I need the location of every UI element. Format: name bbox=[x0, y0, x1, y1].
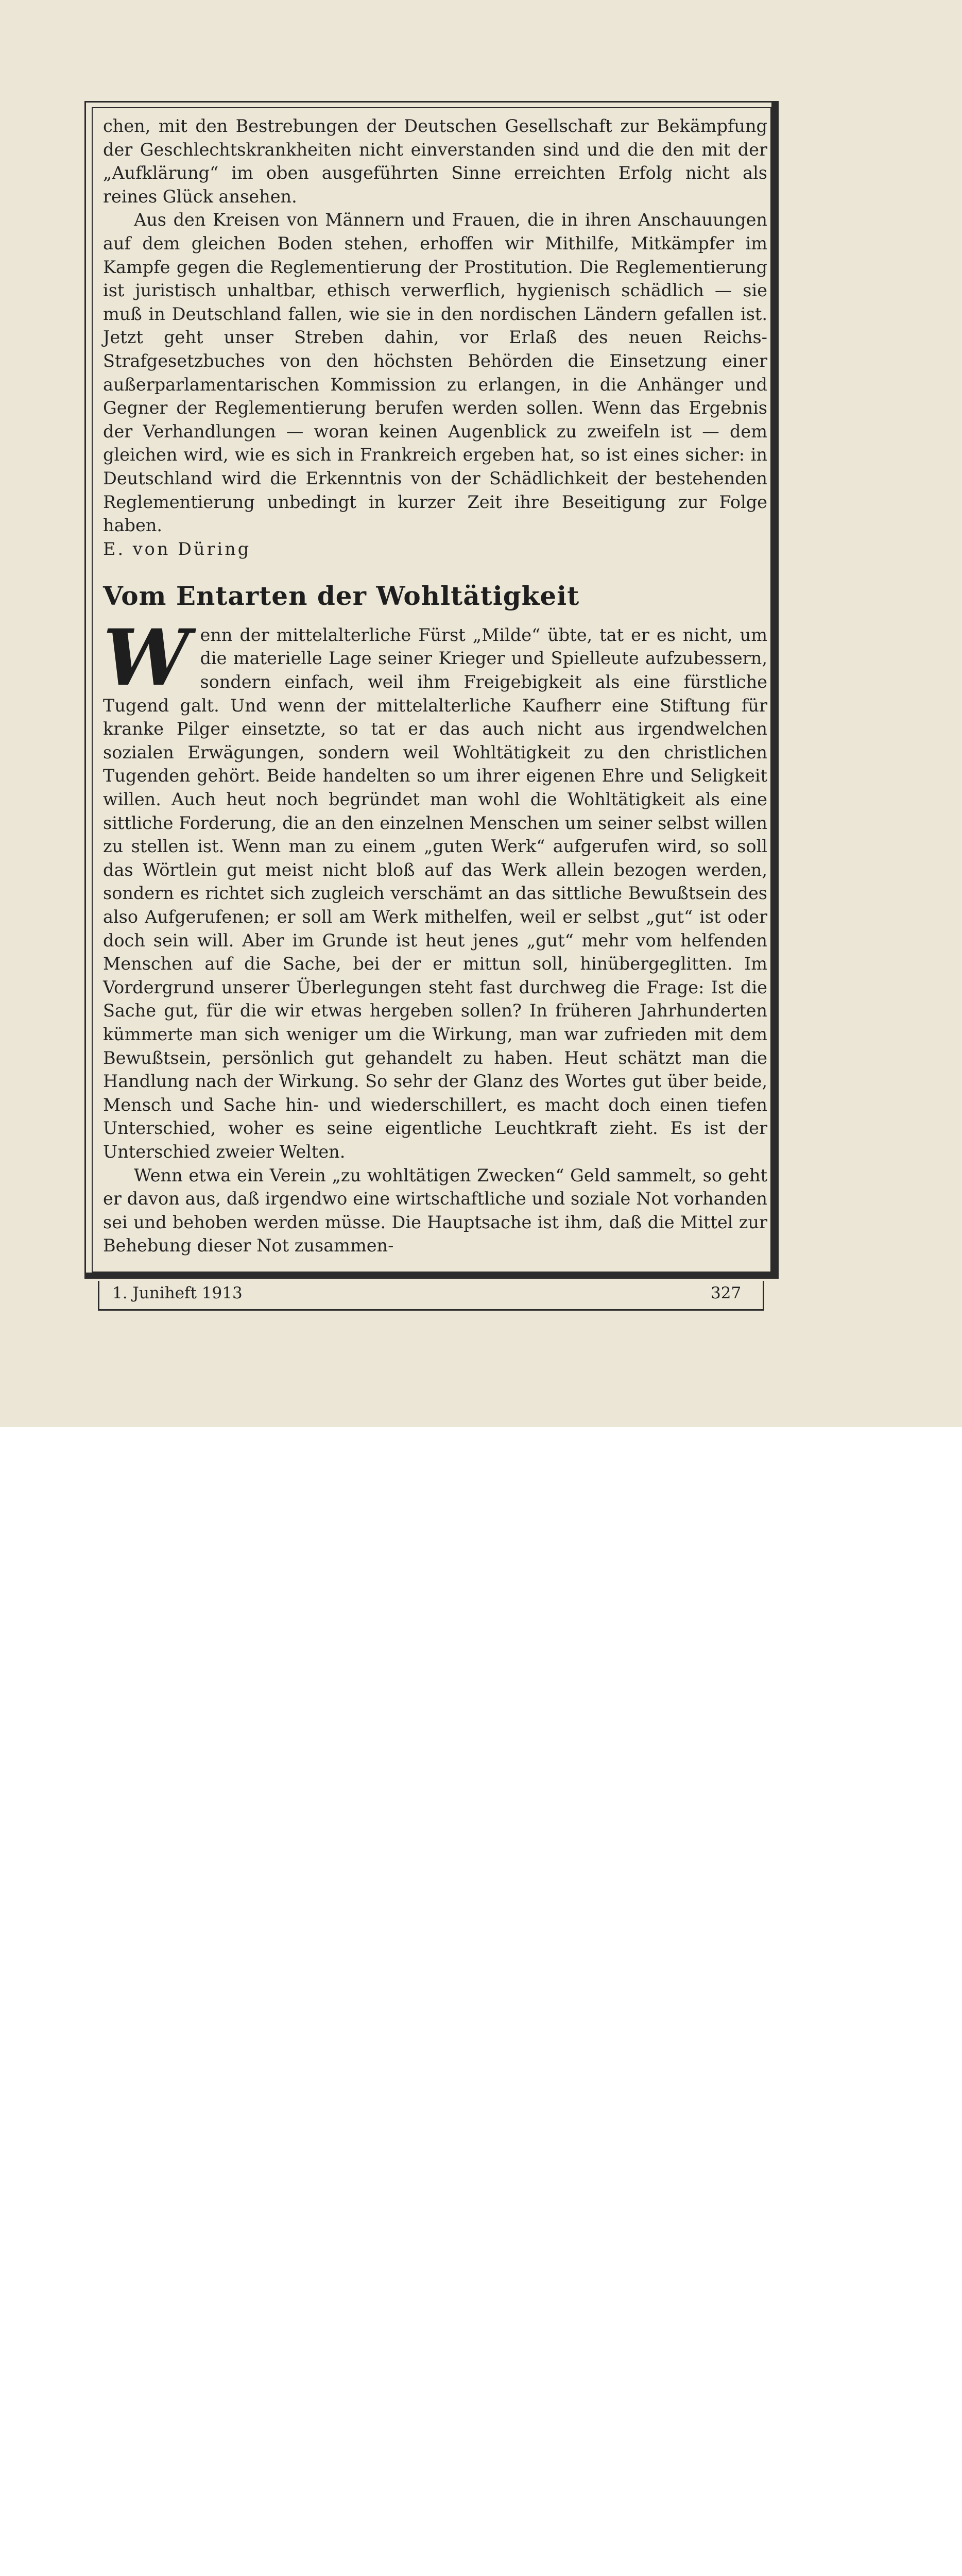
footer-page-number: 327 bbox=[711, 1284, 742, 1302]
article1-signature: E. von Düring bbox=[103, 538, 251, 559]
page-frame-shadow-bottom bbox=[84, 1273, 779, 1279]
page-frame-shadow-right bbox=[771, 101, 779, 1279]
article1-paragraph-1: chen, mit den Bestrebungen der Deutschen Gesellschaft zur Bekämpfung der Geschlechtskrankheiten nicht einverstanden sind und die den mit der „Aufklärung“ im oben ausgeführten Sinne erreichten Erfolg nicht als reines Glück ansehen. bbox=[103, 116, 767, 207]
digitization-banner bbox=[0, 1427, 962, 1513]
article2-paragraph-2: Wenn etwa ein Verein „zu wohltätigen Zwecken“ Geld sammelt, so geht er davon aus, daß irgendwo eine wirtschaftliche und soziale Not vorhanden sei und behoben werden müsse. Die Hauptsache ist ihm, daß die Mittel zur Behebung dieser Not zusammen- bbox=[103, 1165, 767, 1256]
article2-paragraph-1-text: enn der mittelalterliche Fürst „Milde“ übte, tat er es nicht, um die materielle Lage seiner Krieger und Spielleute aufzubessern, sondern einfach, weil ihm Freigebigkeit als eine fürstliche Tugend galt. Und wenn der mittelalterliche Kaufherr eine Stiftung für kranke Pilger einsetzte, so tat er das auch nicht aus irgendwelchen sozialen Erwägungen, sondern weil Wohltätigkeit zu den christlichen Tugenden gehört. Beide handelten so um ihrer eigenen Ehre und Seligkeit willen. Auch heut noch begründet man wohl die Wohltätigkeit als eine sittliche Forderung, die an den einzelnen Menschen um seiner selbst willen zu stellen ist. Wenn man zu einem „guten Werk“ aufgerufen wird, so soll das Wörtlein gut meist nicht bloß auf das Werk allein bezogen werden, sondern es richtet sich zugleich verschämt an das sittliche Bewußtsein des also Aufgerufenen; er soll am Werk mithelfen, weil er selbst „gut“ ist oder doch sein will. Aber im Grunde ist heut jenes „gut“ mehr vom helfenden Menschen auf die Sache, bei der er mittun soll, hinübergeglitten. Im Vordergrund unserer Überlegungen steht fast durchweg die Frage: Ist die Sache gut, für die wir etwas hergeben sollen? In früheren Jahrhunderten kümmerte man sich weniger um die Wirkung, man war zufrieden mit dem Bewußtsein, persönlich gut gehandelt zu haben. Heut schätzt man die Handlung nach der Wirkung. So sehr der Glanz des Wortes gut über beide, Mensch und Sache hin- und wiederschillert, es macht doch einen tiefen Unterschied, woher es seine eigentliche Leuchtkraft zieht. Es ist der Unterschied zweier Welten. bbox=[103, 624, 767, 1162]
footer-issue: 1. Juniheft 1913 bbox=[112, 1284, 243, 1302]
page-content bbox=[103, 114, 767, 1258]
article2-paragraph-1 bbox=[103, 612, 767, 1164]
article2-title: Vom Entarten der Wohltätigkeit bbox=[103, 581, 580, 612]
drop-cap: W bbox=[103, 612, 190, 703]
article1-paragraph-2: Aus den Kreisen von Männern und Frauen, die in ihren Anschauungen auf dem gleichen Boden stehen, erhoffen wir Mithilfe, Mitkämpfer im Kampfe gegen die Reglementierung der Prostitution. Die Reglementierung ist juristisch unhaltbar, ethisch verwerflich, hygienisch schädlich — sie muß in Deutschland fallen, wie sie in den nordischen Ländern gefallen ist. Jetzt geht unser Streben dahin, vor Erlaß des neuen Reichs-Strafgesetzbuches von den höchsten Behörden die Einsetzung einer außerparlamentarischen Kommission zu erlangen, in die Anhänger und Gegner der Reglementierung berufen werden sollen. Wenn das Ergebnis der Verhandlungen — woran keinen Augenblick zu zweifeln ist — dem gleichen wird, wie es sich in Frankreich ergeben hat, so ist eines sicher: in Deutschland wird die Erkenntnis von der Schädlichkeit der bestehenden Reglementierung unbedingt in kurzer Zeit ihre Beseitigung zur Folge haben. bbox=[103, 210, 767, 536]
